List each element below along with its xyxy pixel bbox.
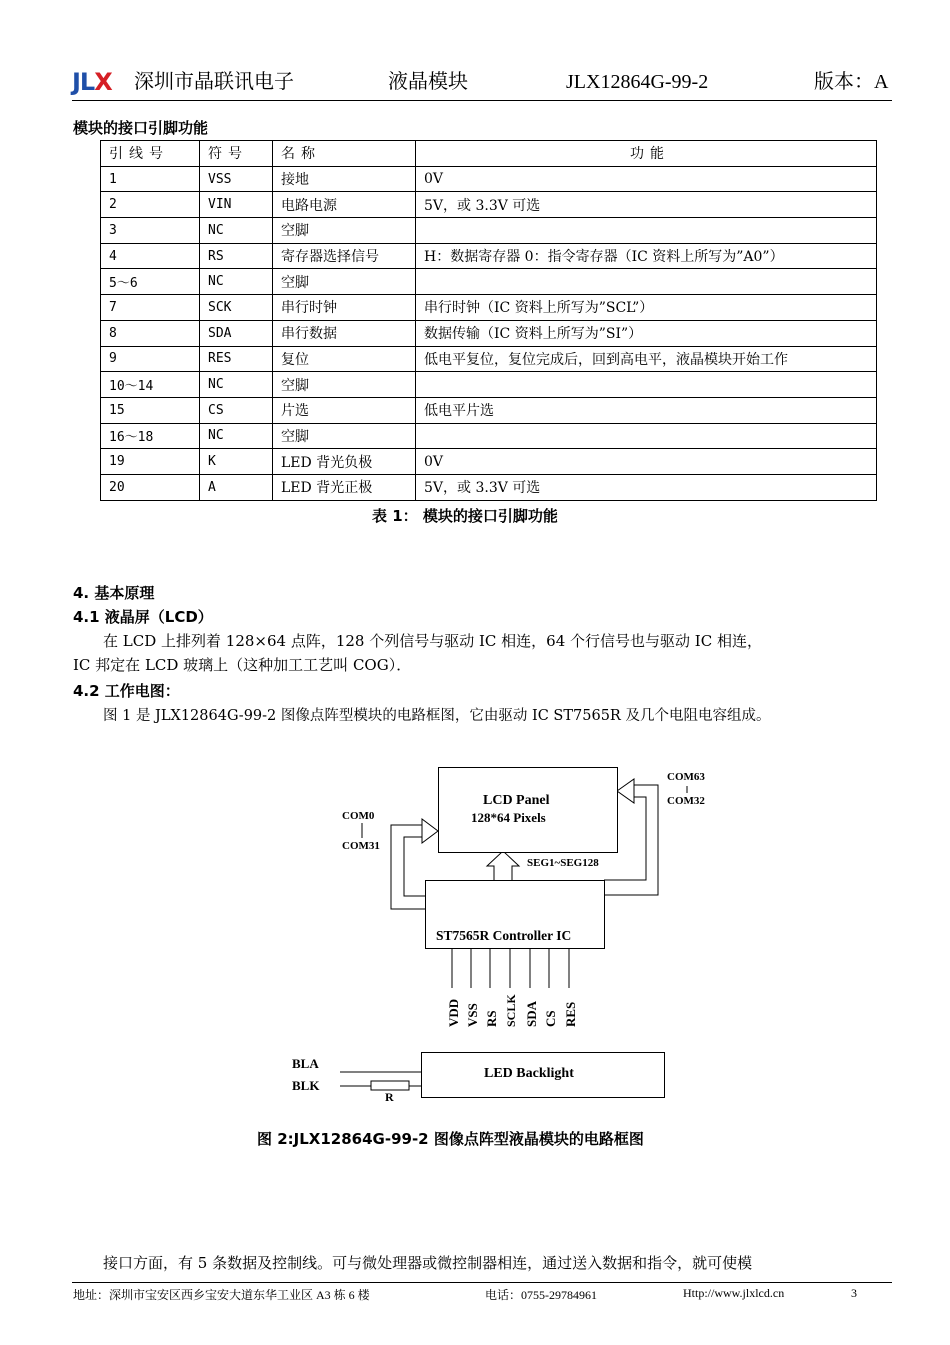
section-4-1-title: 4.1 液晶屏（LCD） <box>73 608 213 626</box>
cell-symbol: NC <box>200 269 273 295</box>
resistor-label: R <box>385 1090 394 1104</box>
cell-pin: 7 <box>101 295 200 321</box>
cell-function: H：数据寄存器 0：指令寄存器（IC 资料上所写为”A0”） <box>416 243 877 269</box>
cell-name: 电路电源 <box>273 192 416 218</box>
cell-function: 0V <box>416 166 877 192</box>
pin-label-vss: VSS <box>465 1003 480 1027</box>
cell-pin: 20 <box>101 474 200 500</box>
cell-symbol: A <box>200 474 273 500</box>
pin-label-sda: SDA <box>524 1000 539 1027</box>
pin-label-res: RES <box>563 1001 578 1027</box>
cell-function: 5V，或 3.3V 可选 <box>416 192 877 218</box>
cell-symbol: RES <box>200 346 273 372</box>
cell-function: 串行时钟（IC 资料上所写为”SCL”） <box>416 295 877 321</box>
lcd-panel-label: LCD Panel <box>483 793 550 808</box>
col-header-name: 名称 <box>273 141 416 167</box>
pin-label-cs: CS <box>543 1010 558 1027</box>
com63-label: COM63 <box>667 771 705 783</box>
cell-pin: 8 <box>101 320 200 346</box>
cell-name: LED 背光负极 <box>273 449 416 475</box>
diagram-caption: 图 2:JLX12864G-99-2 图像点阵型液晶模块的电路框图 <box>257 1130 644 1148</box>
blk-label: BLK <box>292 1078 320 1093</box>
lcd-pixels-label: 128*64 Pixels <box>471 810 546 825</box>
com31-label: COM31 <box>342 840 380 852</box>
section-4-title: 4. 基本原理 <box>73 584 155 602</box>
cell-name: 串行时钟 <box>273 295 416 321</box>
footer-phone: 电话：0755-29784961 <box>485 1288 597 1302</box>
cell-pin: 3 <box>101 218 200 244</box>
section-4-1-text-line2: IC 邦定在 LCD 玻璃上（这种加工工艺叫 COG）． <box>73 656 412 674</box>
seg-label: SEG1~SEG128 <box>527 857 599 869</box>
cell-pin: 10～14 <box>101 372 200 398</box>
cell-pin: 9 <box>101 346 200 372</box>
cell-name: 空脚 <box>273 372 416 398</box>
cell-pin: 1 <box>101 166 200 192</box>
jlx-logo: JLX <box>72 68 112 96</box>
cell-symbol: K <box>200 449 273 475</box>
col-header-symbol: 符号 <box>200 141 273 167</box>
cell-name: 串行数据 <box>273 320 416 346</box>
pin-label-sclk: SCLK <box>504 994 518 1027</box>
cell-pin: 4 <box>101 243 200 269</box>
cell-symbol: VIN <box>200 192 273 218</box>
cell-symbol: NC <box>200 423 273 449</box>
section-4-2-text: 图 1 是 JLX12864G-99-2 图像点阵型模块的电路框图，它由驱动 IC ST7565R 及几个电阻电容组成。 <box>103 708 771 724</box>
footer-divider <box>72 1282 892 1283</box>
pins-section-title: 模块的接口引脚功能 <box>73 119 209 137</box>
cell-name: 空脚 <box>273 269 416 295</box>
cell-name: LED 背光正极 <box>273 474 416 500</box>
section-4-1-text-line1: 在 LCD 上排列着 128×64 点阵，128 个列信号与驱动 IC 相连，64 个行信号也与驱动 IC 相连， <box>103 632 762 650</box>
cell-pin: 16～18 <box>101 423 200 449</box>
cell-pin: 2 <box>101 192 200 218</box>
company-name: 深圳市晶联讯电子 <box>134 71 294 93</box>
section-4-2-title: 4.2 工作电图： <box>73 682 180 700</box>
cell-symbol: SDA <box>200 320 273 346</box>
col-header-function: 功能 <box>416 141 877 167</box>
interface-paragraph: 接口方面，有 5 条数据及控制线。可与微处理器或微控制器相连，通过送入数据和指令，就可使模 <box>103 1254 753 1272</box>
cell-pin: 19 <box>101 449 200 475</box>
cell-pin: 15 <box>101 397 200 423</box>
cell-symbol: CS <box>200 397 273 423</box>
cell-symbol: NC <box>200 372 273 398</box>
cell-symbol: VSS <box>200 166 273 192</box>
bla-label: BLA <box>292 1056 319 1071</box>
cell-symbol: RS <box>200 243 273 269</box>
col-header-pin: 引线号 <box>101 141 200 167</box>
com32-label: COM32 <box>667 795 705 807</box>
cell-name: 寄存器选择信号 <box>273 243 416 269</box>
footer-url: Http://www.jlxlcd.cn <box>683 1286 785 1300</box>
cell-symbol: SCK <box>200 295 273 321</box>
model-number: JLX12864G-99-2 <box>566 71 709 93</box>
version-label: 版本：A <box>814 71 889 93</box>
footer-page-number: 3 <box>851 1286 857 1300</box>
cell-function: 低电平复位，复位完成后，回到高电平，液晶模块开始工作 <box>416 346 877 372</box>
product-type: 液晶模块 <box>388 71 468 93</box>
led-backlight-label: LED Backlight <box>484 1066 574 1081</box>
cell-function: 5V，或 3.3V 可选 <box>416 474 877 500</box>
footer-address: 地址：深圳市宝安区西乡宝安大道东华工业区 A3 栋 6 楼 <box>73 1288 370 1302</box>
cell-name: 接地 <box>273 166 416 192</box>
cell-symbol: NC <box>200 218 273 244</box>
pin-label-vdd: VDD <box>446 998 461 1027</box>
cell-function: 0V <box>416 449 877 475</box>
cell-function: 数据传输（IC 资料上所写为”SI”） <box>416 320 877 346</box>
table-caption: 表 1： 模块的接口引脚功能 <box>372 507 558 525</box>
com0-label: COM0 <box>342 810 375 822</box>
controller-label: ST7565R Controller IC <box>436 928 572 943</box>
cell-name: 复位 <box>273 346 416 372</box>
pin-label-rs: RS <box>484 1010 499 1027</box>
cell-name: 空脚 <box>273 218 416 244</box>
cell-name: 空脚 <box>273 423 416 449</box>
cell-pin: 5～6 <box>101 269 200 295</box>
cell-function: 低电平片选 <box>416 397 877 423</box>
cell-name: 片选 <box>273 397 416 423</box>
